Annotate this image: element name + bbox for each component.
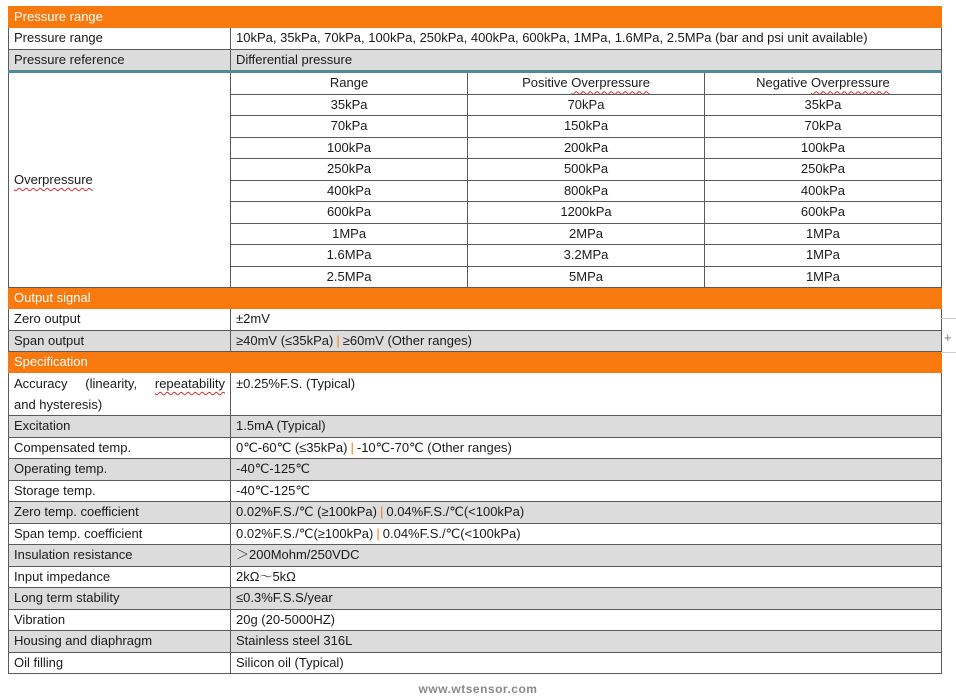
row-label: Compensated temp. <box>9 437 231 459</box>
row-value: ≤0.3%F.S.S/year <box>231 588 942 610</box>
specification-table <box>8 6 942 674</box>
row-label: Zero output <box>9 309 231 331</box>
section-title: Output signal <box>9 288 942 309</box>
table-row <box>231 223 941 245</box>
cell-positive: 3.2MPa <box>468 245 705 267</box>
row-value: ±0.25%F.S. (Typical) <box>231 373 942 416</box>
section-header-output-signal <box>9 288 942 309</box>
side-handle-line-bottom <box>941 352 956 353</box>
row-value: -40℃-125℃ <box>231 459 942 481</box>
cell-positive: 150kPa <box>468 116 705 138</box>
header-negative <box>704 73 941 94</box>
cell-negative: 1MPa <box>704 245 941 267</box>
header-positive-overpressure: Overpressure <box>571 75 650 91</box>
table-row <box>231 266 941 287</box>
row-value <box>231 523 942 545</box>
row-compensated-temp <box>9 437 942 459</box>
overpressure-label <box>9 72 231 288</box>
value-separator: | <box>379 504 384 520</box>
cell-positive: 1200kPa <box>468 202 705 224</box>
row-label: Oil filling <box>9 652 231 674</box>
cell-range: 600kPa <box>231 202 468 224</box>
row-vibration <box>9 609 942 631</box>
cell-positive: 70kPa <box>468 94 705 116</box>
cell-range: 250kPa <box>231 159 468 181</box>
cell-range: 400kPa <box>231 180 468 202</box>
row-pressure-reference <box>9 49 942 72</box>
row-zero-output <box>9 309 942 331</box>
row-label <box>9 373 231 416</box>
table-row <box>231 245 941 267</box>
row-label: Excitation <box>9 416 231 438</box>
cell-range: 1.6MPa <box>231 245 468 267</box>
row-value: 10kPa, 35kPa, 70kPa, 100kPa, 250kPa, 400kPa, 600kPa, 1MPa, 1.6MPa, 2.5MPa (bar and psi unit available) <box>231 28 942 50</box>
row-label: Input impedance <box>9 566 231 588</box>
section-title: Specification <box>9 352 942 373</box>
cell-negative: 400kPa <box>704 180 941 202</box>
section-header-specification <box>9 352 942 373</box>
row-span-temp-coefficient <box>9 523 942 545</box>
row-label: Housing and diaphragm <box>9 631 231 653</box>
cell-positive: 800kPa <box>468 180 705 202</box>
cell-negative: 250kPa <box>704 159 941 181</box>
spec-sheet <box>8 6 941 674</box>
table-row <box>231 202 941 224</box>
footer-website: www.wtsensor.com <box>418 682 538 696</box>
value-part: 0.04%F.S./℃(<100kPa) <box>386 504 525 520</box>
header-positive-word: Positive <box>522 75 572 91</box>
row-value <box>231 330 942 352</box>
cell-negative: 1MPa <box>704 223 941 245</box>
cell-negative: 35kPa <box>704 94 941 116</box>
cell-negative: 70kPa <box>704 116 941 138</box>
row-label: Zero temp. coefficient <box>9 502 231 524</box>
side-handle-line-top <box>941 318 956 319</box>
row-value <box>231 437 942 459</box>
row-oil-filling <box>9 652 942 674</box>
row-value: 20g (20-5000HZ) <box>231 609 942 631</box>
row-label: Long term stability <box>9 588 231 610</box>
header-negative-overpressure: Overpressure <box>811 75 890 91</box>
header-negative-word: Negative <box>756 75 812 91</box>
row-operating-temp <box>9 459 942 481</box>
value-separator: | <box>350 439 354 455</box>
row-value: 2kΩ～5kΩ <box>231 566 942 588</box>
row-label: Operating temp. <box>9 459 231 481</box>
cell-range: 35kPa <box>231 94 468 116</box>
label-word: (linearity, <box>85 376 138 391</box>
add-row-icon[interactable]: + <box>944 330 952 345</box>
overpressure-table-cell <box>231 72 942 288</box>
section-title: Pressure range <box>9 7 942 28</box>
row-storage-temp <box>9 480 942 502</box>
row-label: Storage temp. <box>9 480 231 502</box>
row-value: Silicon oil (Typical) <box>231 652 942 674</box>
cell-positive: 5MPa <box>468 266 705 287</box>
row-label: Pressure range <box>9 28 231 50</box>
cell-range: 2.5MPa <box>231 266 468 287</box>
value-part: 0.04%F.S./℃(<100kPa) <box>382 525 521 541</box>
section-header-pressure-range <box>9 7 942 28</box>
header-positive <box>468 73 705 94</box>
cell-range: 100kPa <box>231 137 468 159</box>
row-excitation <box>9 416 942 438</box>
row-accuracy <box>9 373 942 416</box>
row-label: Span output <box>9 330 231 352</box>
table-row <box>231 137 941 159</box>
value-separator: | <box>336 332 340 348</box>
row-zero-temp-coefficient <box>9 502 942 524</box>
table-row <box>231 180 941 202</box>
value-part: ≥40mV (≤35kPa) <box>236 332 334 348</box>
table-row <box>231 116 941 138</box>
row-pressure-range <box>9 28 942 50</box>
label-word: repeatability <box>154 376 225 391</box>
row-label: Pressure reference <box>9 49 231 72</box>
accuracy-label-line2: and hysteresis) <box>14 397 103 412</box>
row-overpressure <box>9 72 942 288</box>
value-part: 0.02%F.S./℃(≥100kPa) <box>236 525 374 541</box>
overpressure-table <box>231 73 941 287</box>
row-label: Vibration <box>9 609 231 631</box>
row-value: Differential pressure <box>231 49 942 72</box>
cell-negative: 100kPa <box>704 137 941 159</box>
row-insulation-resistance <box>9 545 942 567</box>
row-value: 1.5mA (Typical) <box>231 416 942 438</box>
value-separator: | <box>376 525 380 541</box>
header-range: Range <box>231 73 468 94</box>
value-part: -10℃-70℃ (Other ranges) <box>356 439 512 455</box>
row-long-term-stability <box>9 588 942 610</box>
table-row <box>231 94 941 116</box>
value-part: 0℃-60℃ (≤35kPa) <box>236 439 348 455</box>
row-label: Span temp. coefficient <box>9 523 231 545</box>
value-part: ≥60mV (Other ranges) <box>342 332 473 348</box>
cell-positive: 2MPa <box>468 223 705 245</box>
row-value: ±2mV <box>231 309 942 331</box>
row-input-impedance <box>9 566 942 588</box>
cell-negative: 1MPa <box>704 266 941 287</box>
row-value: -40℃-125℃ <box>231 480 942 502</box>
cell-range: 70kPa <box>231 116 468 138</box>
cell-negative: 600kPa <box>704 202 941 224</box>
accuracy-label-line1 <box>14 373 225 394</box>
cell-range: 1MPa <box>231 223 468 245</box>
label-word: Accuracy <box>14 376 68 391</box>
table-row <box>231 159 941 181</box>
row-value: Stainless steel 316L <box>231 631 942 653</box>
cell-positive: 500kPa <box>468 159 705 181</box>
row-value: ＞200Mohm/250VDC <box>231 545 942 567</box>
overpressure-header-row <box>231 73 941 94</box>
row-housing-diaphragm <box>9 631 942 653</box>
row-span-output <box>9 330 942 352</box>
row-label: Insulation resistance <box>9 545 231 567</box>
cell-positive: 200kPa <box>468 137 705 159</box>
overpressure-label-text: Overpressure <box>14 172 93 187</box>
value-part: 0.02%F.S./℃ (≥100kPa) <box>236 504 377 520</box>
row-value <box>231 502 942 524</box>
